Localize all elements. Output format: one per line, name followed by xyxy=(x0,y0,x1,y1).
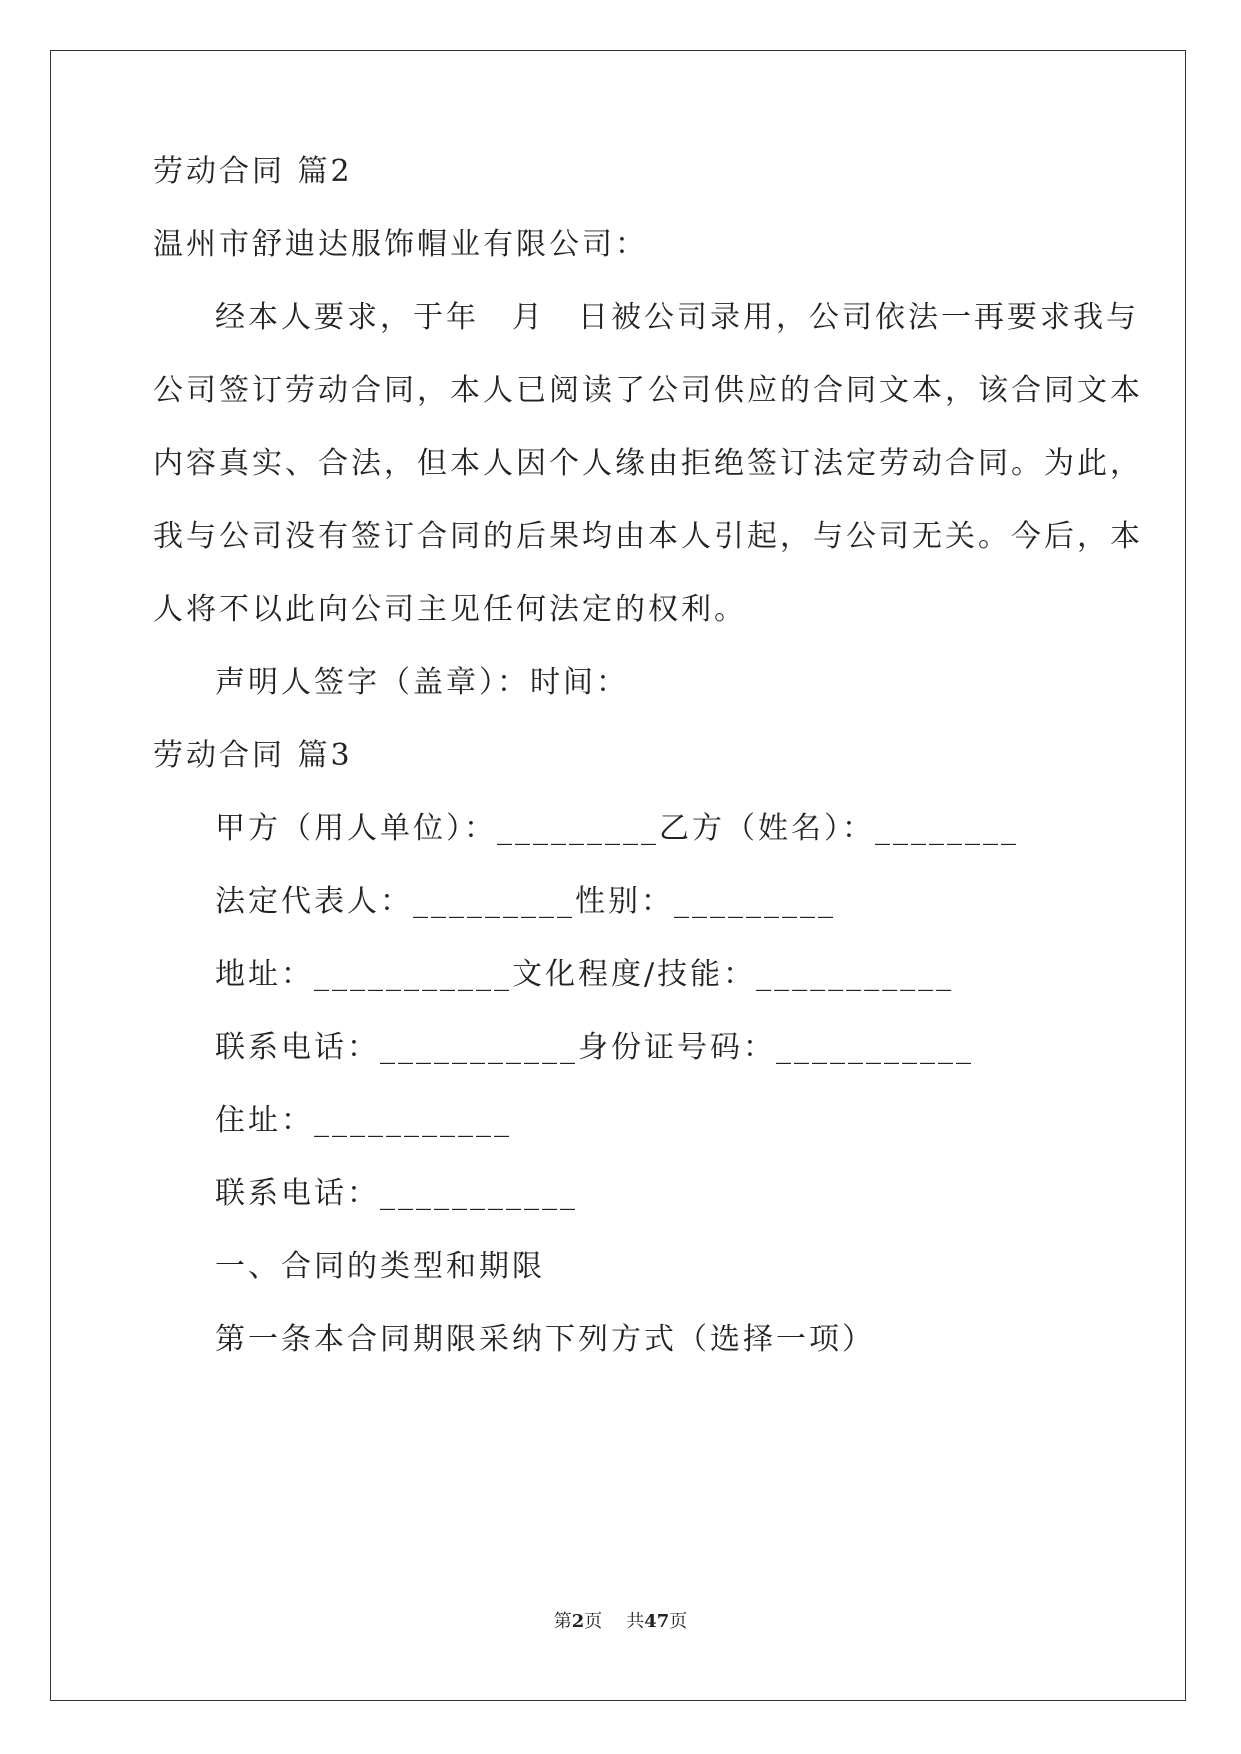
paragraph-line: 公司签订劳动合同，本人已阅读了公司供应的合同文本，该合同文本 xyxy=(153,373,1143,408)
section-heading: 劳动合同 篇2 xyxy=(153,154,353,189)
total-pages-number: 47 xyxy=(644,1611,670,1632)
paragraph-line: 人将不以此向公司主见任何法定的权利。 xyxy=(153,592,747,627)
form-field-line: 住址：___________ xyxy=(215,1103,512,1138)
paragraph-line: 经本人要求，于年 月 日被公司录用，公司依法一再要求我与 xyxy=(215,300,1139,335)
article-line: 第一条本合同期限采纳下列方式（选择一项） xyxy=(215,1322,875,1357)
declarant-signature-line: 声明人签字（盖章）：时间： xyxy=(215,665,629,700)
form-field-line: 法定代表人：_________性别：_________ xyxy=(215,884,836,919)
form-field-line: 联系电话：___________身份证号码：___________ xyxy=(215,1030,974,1065)
form-field-line: 地址：___________文化程度/技能：___________ xyxy=(215,957,955,992)
chapter-heading: 一、合同的类型和期限 xyxy=(215,1249,545,1284)
salutation: 温州市舒迪达服饰帽业有限公司： xyxy=(153,227,648,262)
page-prefix: 第 xyxy=(553,1611,572,1632)
page-footer xyxy=(0,1610,1241,1634)
total-suffix: 页 xyxy=(669,1611,688,1632)
form-field-line: 甲方（用人单位）：_________乙方（姓名）：________ xyxy=(215,811,1019,846)
page-mid: 页 xyxy=(584,1611,603,1632)
section-heading: 劳动合同 篇3 xyxy=(153,738,353,773)
current-page-number: 2 xyxy=(571,1611,585,1632)
paragraph-line: 我与公司没有签订合同的后果均由本人引起，与公司无关。今后，本 xyxy=(153,519,1143,554)
form-field-line: 联系电话：___________ xyxy=(215,1176,578,1211)
total-prefix: 共 xyxy=(626,1611,645,1632)
paragraph-line: 内容真实、合法，但本人因个人缘由拒绝签订法定劳动合同。为此， xyxy=(153,446,1143,481)
